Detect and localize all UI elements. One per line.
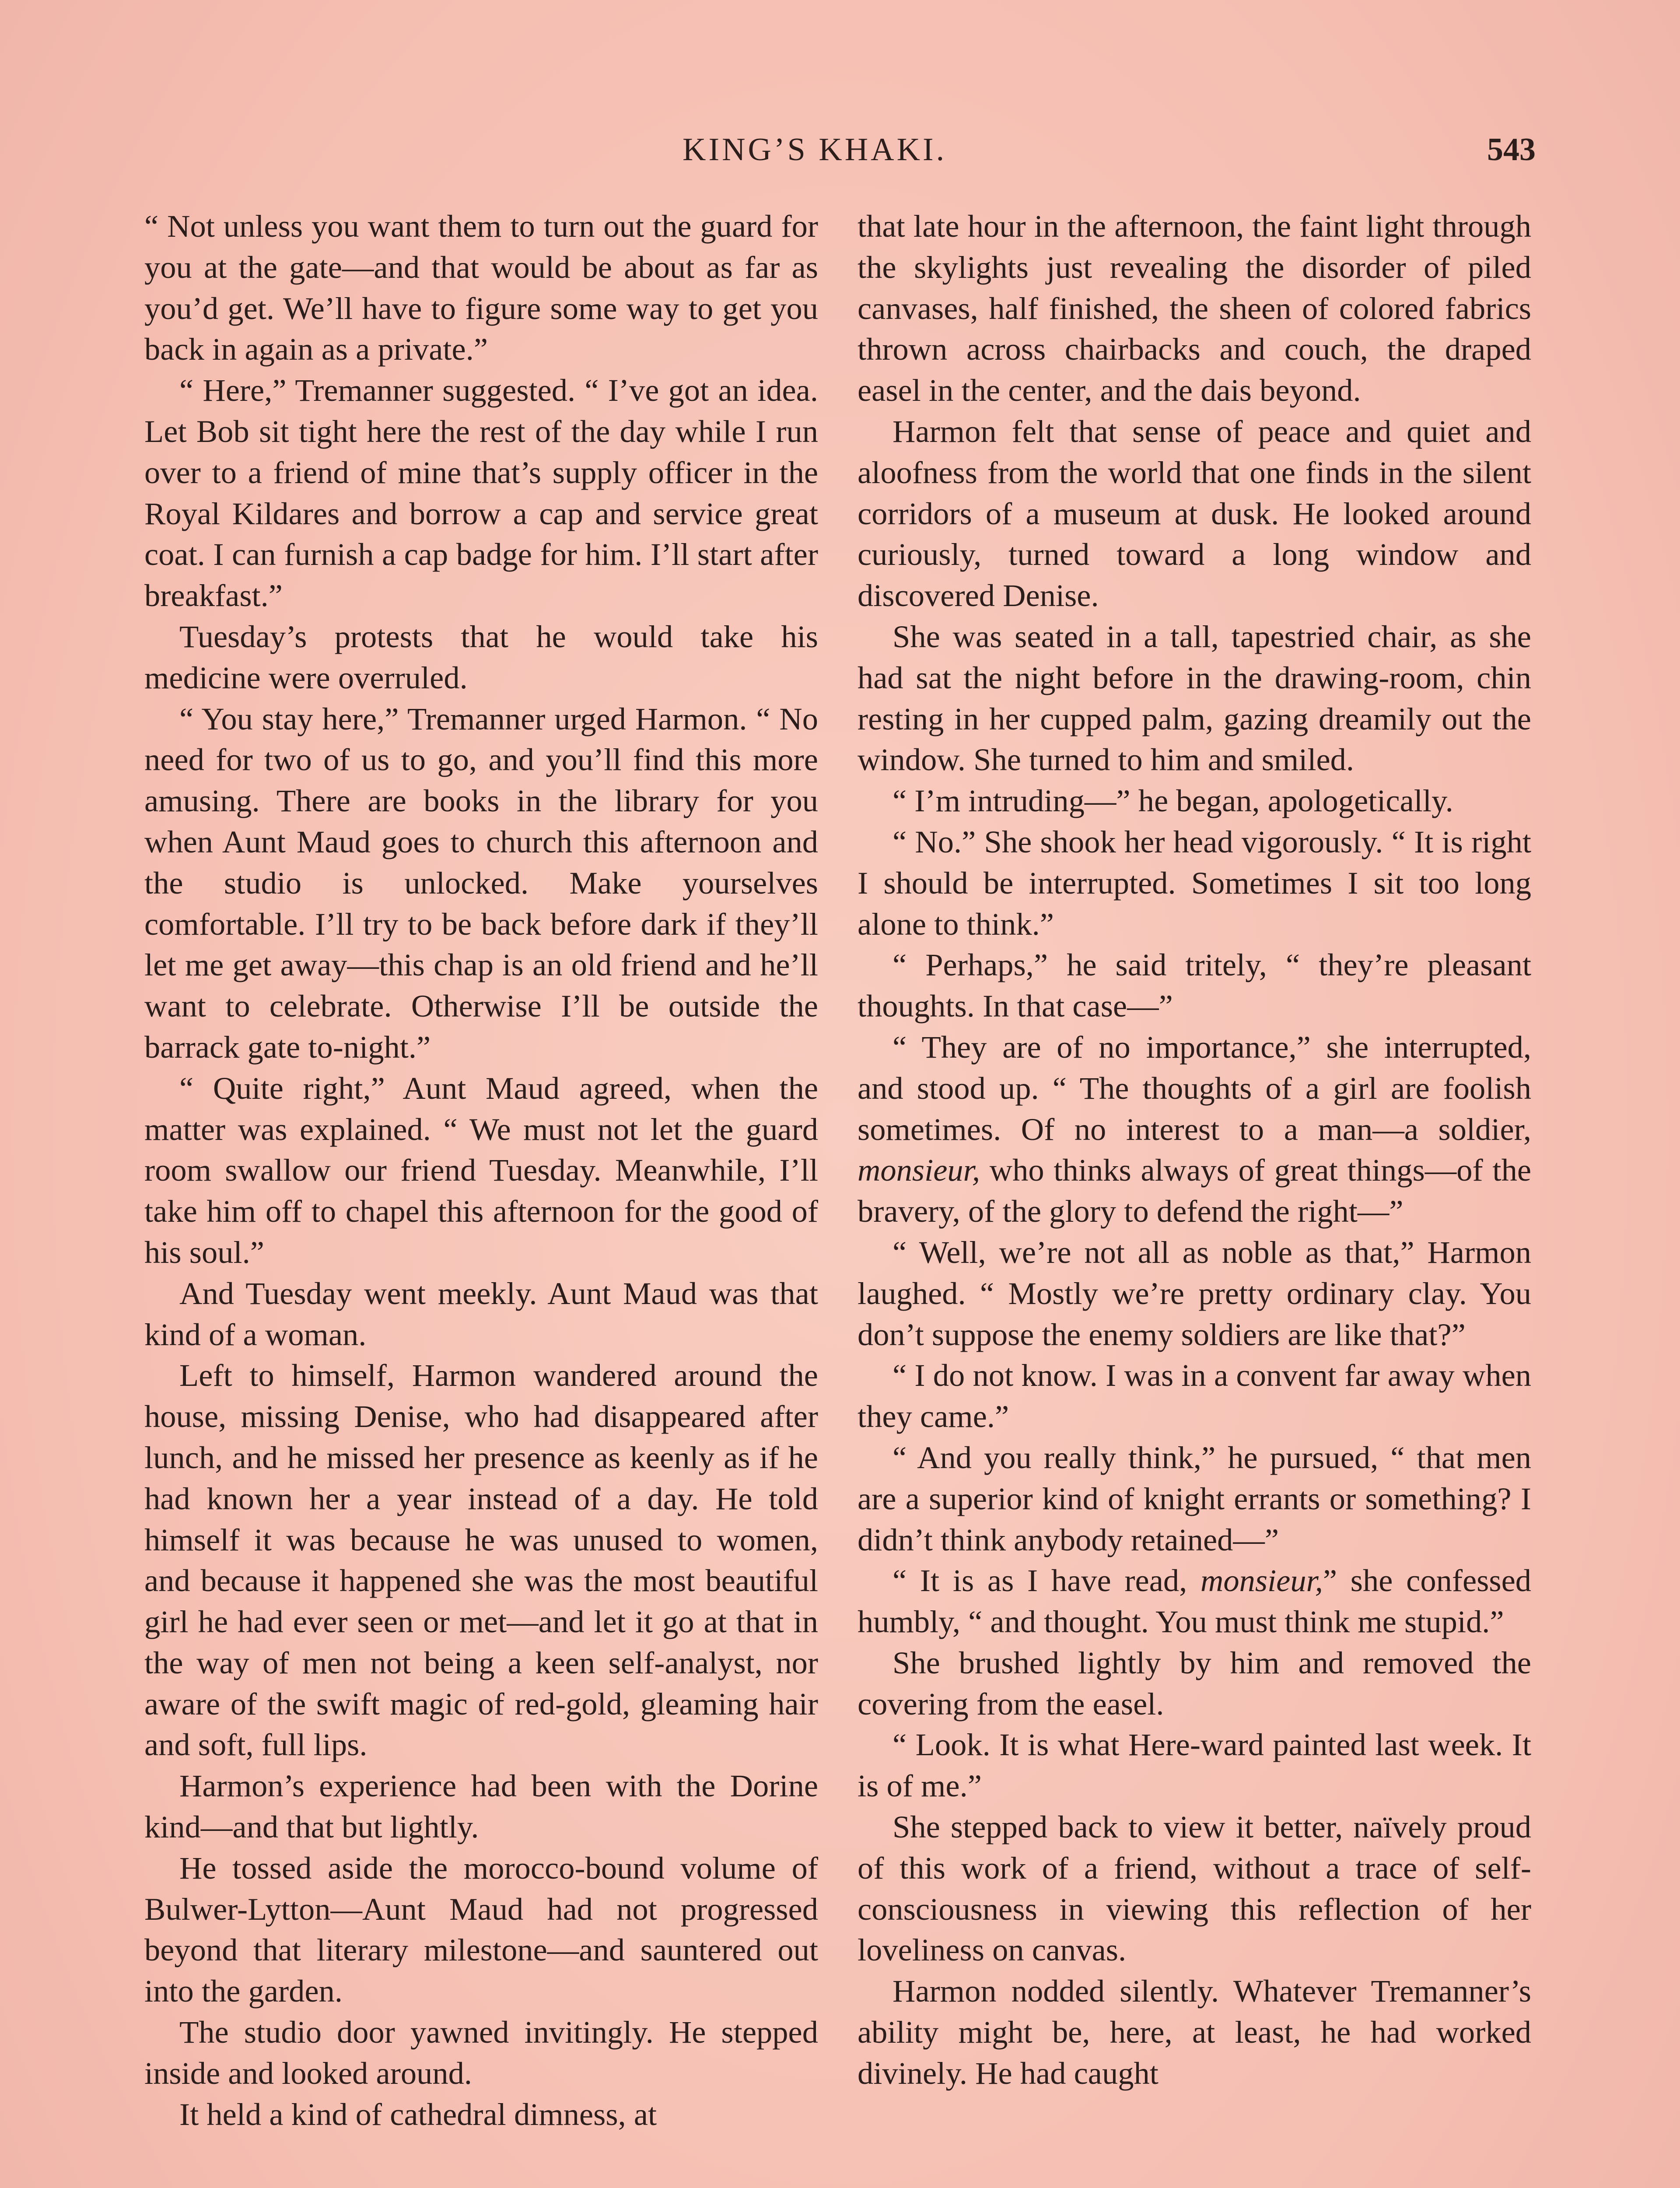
paragraph: “ Well, we’re not all as noble as that,” Harmon laughed. “ Mostly we’re pretty ordinary clay. You don’t suppose the enemy soldiers are like that?”	[858, 1234, 1531, 1352]
paragraph: It held a kind of cathedral dimness, at	[179, 2096, 657, 2132]
paragraph: “ Not unless you want them to turn out the guard for you at the gate—and that would be about as far as you’d get. We’ll have to figure some way to get you back in again as a private.”	[144, 208, 818, 367]
paragraph: “ They are of no importance,” she interrupted, and stood up. “ The thoughts of a girl are foolish sometimes. Of no interest to a man—a soldier, monsieur, who thinks always of great things—of the bravery, of the glory to defend the right—”	[858, 1029, 1531, 1229]
paragraph: He tossed aside the morocco-bound volume of Bulwer-Lytton—Aunt Maud had not progressed beyond that literary milestone—and sauntered out into the garden.	[144, 1850, 818, 2009]
paragraph: Harmon felt that sense of peace and quiet and aloofness from the world that one finds in the silent corridors of a museum at dusk. He looked around curiously, turned toward a long window and discovered Denise.	[858, 413, 1531, 614]
text-column-left	[144, 206, 818, 2135]
paragraph: “ It is as I have read, monsieur,” she confessed humbly, “ and thought. You must think me stupid.”	[858, 1563, 1531, 1640]
running-title: KING’S KHAKI.	[682, 132, 947, 168]
paragraph: She was seated in a tall, tapestried chair, as she had sat the night before in the drawing-room, chin resting in her cupped palm, gazing dreamily out the window. She turned to him and smiled.	[858, 618, 1531, 778]
paragraph: “ I do not know. I was in a convent far away when they came.”	[858, 1357, 1531, 1434]
paragraph: that late hour in the afternoon, the faint light through the skylights just revealing the disorder of piled canvases, half finished, the sheen of colored fabrics thrown across chairbacks and couch, the draped easel in the center, and the dais beyond.	[858, 208, 1531, 408]
paragraph: “ Here,” Tremanner suggested. “ I’ve got an idea. Let Bob sit tight here the rest of the day while I run over to a friend of mine that’s supply officer in the Royal Kildares and borrow a cap and service great coat. I can furnish a cap badge for him. I’ll start after breakfast.”	[144, 372, 818, 614]
paragraph: The studio door yawned invitingly. He stepped inside and looked around.	[144, 2014, 818, 2091]
paragraph: And Tuesday went meekly. Aunt Maud was that kind of a woman.	[144, 1275, 818, 1352]
paragraph: She stepped back to view it better, naïvely proud of this work of a friend, without a trace of self-consciousness in viewing this reflection of her loveliness on canvas.	[858, 1809, 1531, 1968]
paragraph: “ No.” She shook her head vigorously. “ It is right I should be interrupted. Sometimes I sit too long alone to think.”	[858, 824, 1531, 942]
paragraph: Harmon’s experience had been with the Dorine kind—and that but lightly.	[144, 1768, 818, 1845]
page-number: 543	[1487, 132, 1536, 168]
paragraph: “ You stay here,” Tremanner urged Harmon. “ No need for two of us to go, and you’ll find this more amusing. There are books in the library for you when Aunt Maud goes to church this afternoon and the studio is unlocked. Make yourselves comfortable. I’ll try to be back before dark if they’ll let me get away—this chap is an old friend and he’ll want to celebrate. Otherwise I’ll be outside the barrack gate to-night.”	[144, 701, 818, 1065]
text-column-right	[858, 206, 1531, 2094]
paragraph: Left to himself, Harmon wandered around the house, missing Denise, who had disappeared after lunch, and he missed her presence as keenly as if he had known her a year instead of a day. He told himself it was because he was unused to women, and because it happened she was the most beautiful girl he had ever seen or met—and let it go at that in the way of men not being a keen self-analyst, nor aware of the swift magic of red-gold, gleaming hair and soft, full lips.	[144, 1357, 818, 1763]
paragraph: “ Perhaps,” he said tritely, “ they’re pleasant thoughts. In that case—”	[858, 947, 1531, 1024]
paragraph: “ And you really think,” he pursued, “ that men are a superior kind of knight errants or something? I didn’t think anybody retained—”	[858, 1439, 1531, 1557]
paragraph: Harmon nodded silently. Whatever Tremanner’s ability might be, here, at least, he had worked divinely. He had caught	[858, 1973, 1531, 2091]
page-header	[0, 131, 1680, 184]
paragraph: “ I’m intruding—” he began, apologetically.	[892, 783, 1453, 819]
paragraph: She brushed lightly by him and removed the covering from the easel.	[858, 1645, 1531, 1722]
paragraph: “ Look. It is what Here-ward painted last week. It is of me.”	[858, 1727, 1531, 1804]
paragraph: Tuesday’s protests that he would take his medicine were overruled.	[144, 618, 818, 695]
paragraph: “ Quite right,” Aunt Maud agreed, when the matter was explained. “ We must not let the guard room swallow our friend Tuesday. Meanwhile, I’ll take him off to chapel this afternoon for the good of his soul.”	[144, 1070, 818, 1270]
